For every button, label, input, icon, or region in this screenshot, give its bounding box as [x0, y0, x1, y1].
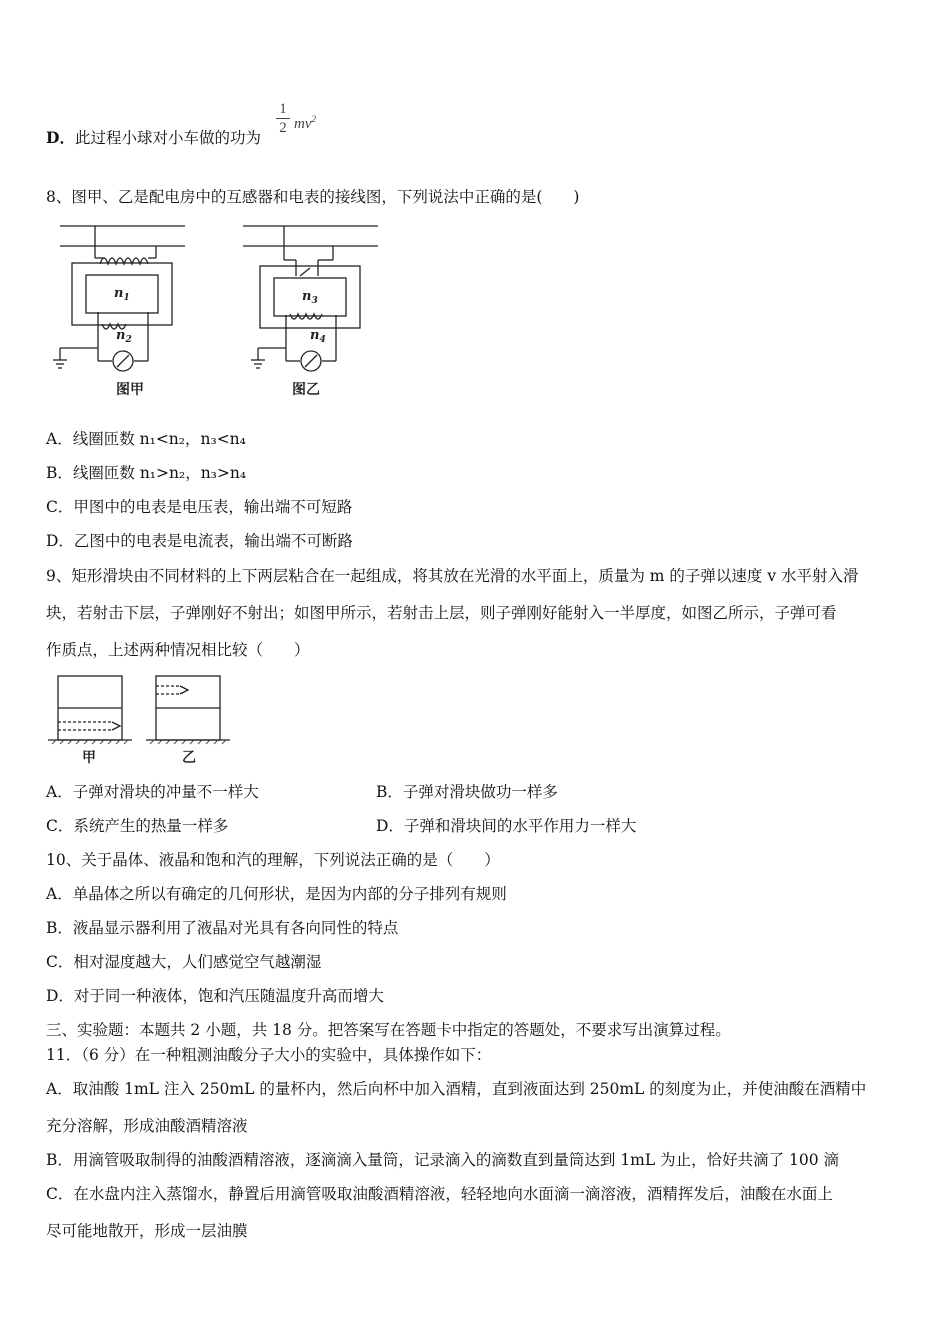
q8-option-d: D．乙图中的电表是电流表，输出端不可断路	[46, 532, 353, 550]
label-n3: $n_3$	[302, 289, 318, 306]
q10-option-a: A．单晶体之所以有确定的几何形状，是因为内部的分子排列有规则	[46, 885, 507, 903]
q9-option-d: D．子弹和滑块间的水平作用力一样大	[376, 817, 637, 835]
q8-option-b: B．线圈匝数 n₁>n₂，n₃>n₄	[46, 464, 247, 482]
q10-option-d: D．对于同一种液体，饱和汽压随温度升高而增大	[46, 987, 384, 1005]
q9-caption-yi: 乙	[182, 750, 196, 766]
caption-fig-yi: 图乙	[292, 382, 320, 398]
q10-stem: 10、关于晶体、液晶和饱和汽的理解，下列说法正确的是（ ）	[46, 851, 500, 869]
q7-option-d-label: D．	[46, 128, 75, 147]
section-3-heading: 三、实验题：本题共 2 小题，共 18 分。把答案写在答题卡中指定的答题处，不要求写出演算过程。	[46, 1021, 731, 1039]
q11-option-c-line1: C．在水盘内注入蒸馏水，静置后用滴管吸取油酸酒精溶液，轻轻地向水面滴一滴溶液，酒精挥发后，油酸在水面上	[46, 1185, 833, 1203]
label-n2: $n_2$	[116, 328, 132, 345]
formula-mv: mv	[294, 116, 312, 132]
q9-option-c: C．系统产生的热量一样多	[46, 817, 229, 835]
q11-option-a-line1: A．取油酸 1mL 注入 250mL 的量杯内，然后向杯中加入酒精，直到液面达到 250mL 的刻度为止，并使油酸在酒精中	[46, 1080, 867, 1098]
q9-option-a: A．子弹对滑块的冲量不一样大	[46, 783, 259, 801]
q9-stem-line1: 9、矩形滑块由不同材料的上下两层粘合在一起组成，将其放在光滑的水平面上，质量为 m 的子弹以速度 v 水平射入滑	[46, 567, 859, 585]
fraction-denominator: 2	[279, 120, 287, 136]
caption-fig-jia: 图甲	[116, 382, 144, 398]
q11-option-a-line2: 充分溶解，形成油酸酒精溶液	[46, 1117, 248, 1135]
fraction-numerator: 1	[279, 101, 287, 117]
q11-option-c-line2: 尽可能地散开，形成一层油膜	[46, 1222, 248, 1240]
q10-option-b: B．液晶显示器利用了液晶对光具有各向同性的特点	[46, 919, 399, 937]
label-n4: $n_4$	[310, 328, 326, 345]
q8-stem: 8、图甲、乙是配电房中的互感器和电表的接线图，下列说法中正确的是( )	[46, 188, 580, 206]
q9-stem-line2: 块，若射击下层，子弹刚好不射出；如图甲所示，若射击上层，则子弹刚好能射入一半厚度，如图乙所示，子弹可看	[46, 604, 837, 622]
q11-option-b: B．用滴管吸取制得的油酸酒精溶液，逐滴滴入量筒，记录滴入的滴数直到量筒达到 1mL 为止，恰好共滴了 100 滴	[46, 1151, 840, 1169]
fraction-one-half	[276, 101, 290, 136]
q7-option-d	[46, 128, 261, 148]
label-n1: $n_1$	[114, 286, 130, 303]
q9-figure	[48, 672, 248, 767]
q9-option-b: B．子弹对滑块做功一样多	[376, 783, 558, 801]
q7-option-d-text: 此过程小球对小车做的功为	[74, 129, 261, 147]
formula-exponent: 2	[311, 114, 316, 124]
q8-figure-yi	[238, 218, 388, 398]
q8-figure-jia	[50, 218, 200, 398]
q10-option-c: C．相对湿度越大，人们感觉空气越潮湿	[46, 953, 322, 971]
q9-caption-jia: 甲	[82, 750, 96, 766]
q8-option-a: A．线圈匝数 n₁<n₂，n₃<n₄	[46, 430, 246, 448]
q9-stem-line3: 作质点，上述两种情况相比较（ ）	[46, 641, 310, 659]
q8-option-c: C．甲图中的电表是电压表，输出端不可短路	[46, 498, 353, 516]
q11-stem: 11．（6 分）在一种粗测油酸分子大小的实验中，具体操作如下：	[46, 1046, 492, 1064]
formula-mv-squared	[294, 114, 316, 133]
fraction-bar	[276, 118, 290, 119]
